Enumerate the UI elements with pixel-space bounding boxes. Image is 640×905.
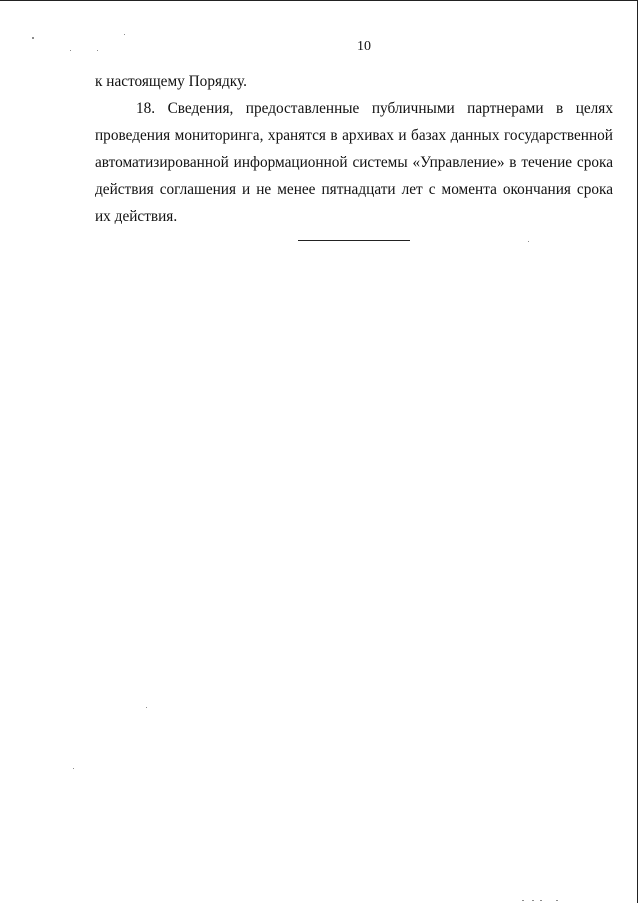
page-number: 10 — [357, 39, 371, 54]
scan-speck — [532, 900, 534, 901]
scan-speck — [522, 900, 524, 901]
scan-speck — [70, 50, 71, 51]
scan-speck — [73, 768, 74, 769]
document-body — [95, 68, 613, 230]
scan-speck — [146, 707, 147, 708]
text-line-paragraph-end: их действия. — [95, 208, 178, 225]
scan-speck — [32, 37, 34, 39]
scan-speck — [97, 50, 98, 51]
scan-speck — [528, 241, 529, 242]
text-line: проведения мониторинга, хранятся в архивах и базах данных государственной — [95, 127, 613, 144]
text-line: действия соглашения и не менее пятнадцати лет с момента окончания срока — [95, 181, 613, 198]
text-line-paragraph-18-start: 18. Сведения, предоставленные публичными партнерами в целях — [136, 100, 613, 117]
scan-speck — [556, 900, 558, 901]
scan-speck — [540, 900, 542, 901]
scan-speck — [124, 34, 125, 35]
text-line: автоматизированной информационной системы «Управление» в течение срока — [95, 154, 613, 171]
text-line-continuation: к настоящему Порядку. — [95, 73, 247, 90]
end-separator-line — [298, 240, 410, 241]
